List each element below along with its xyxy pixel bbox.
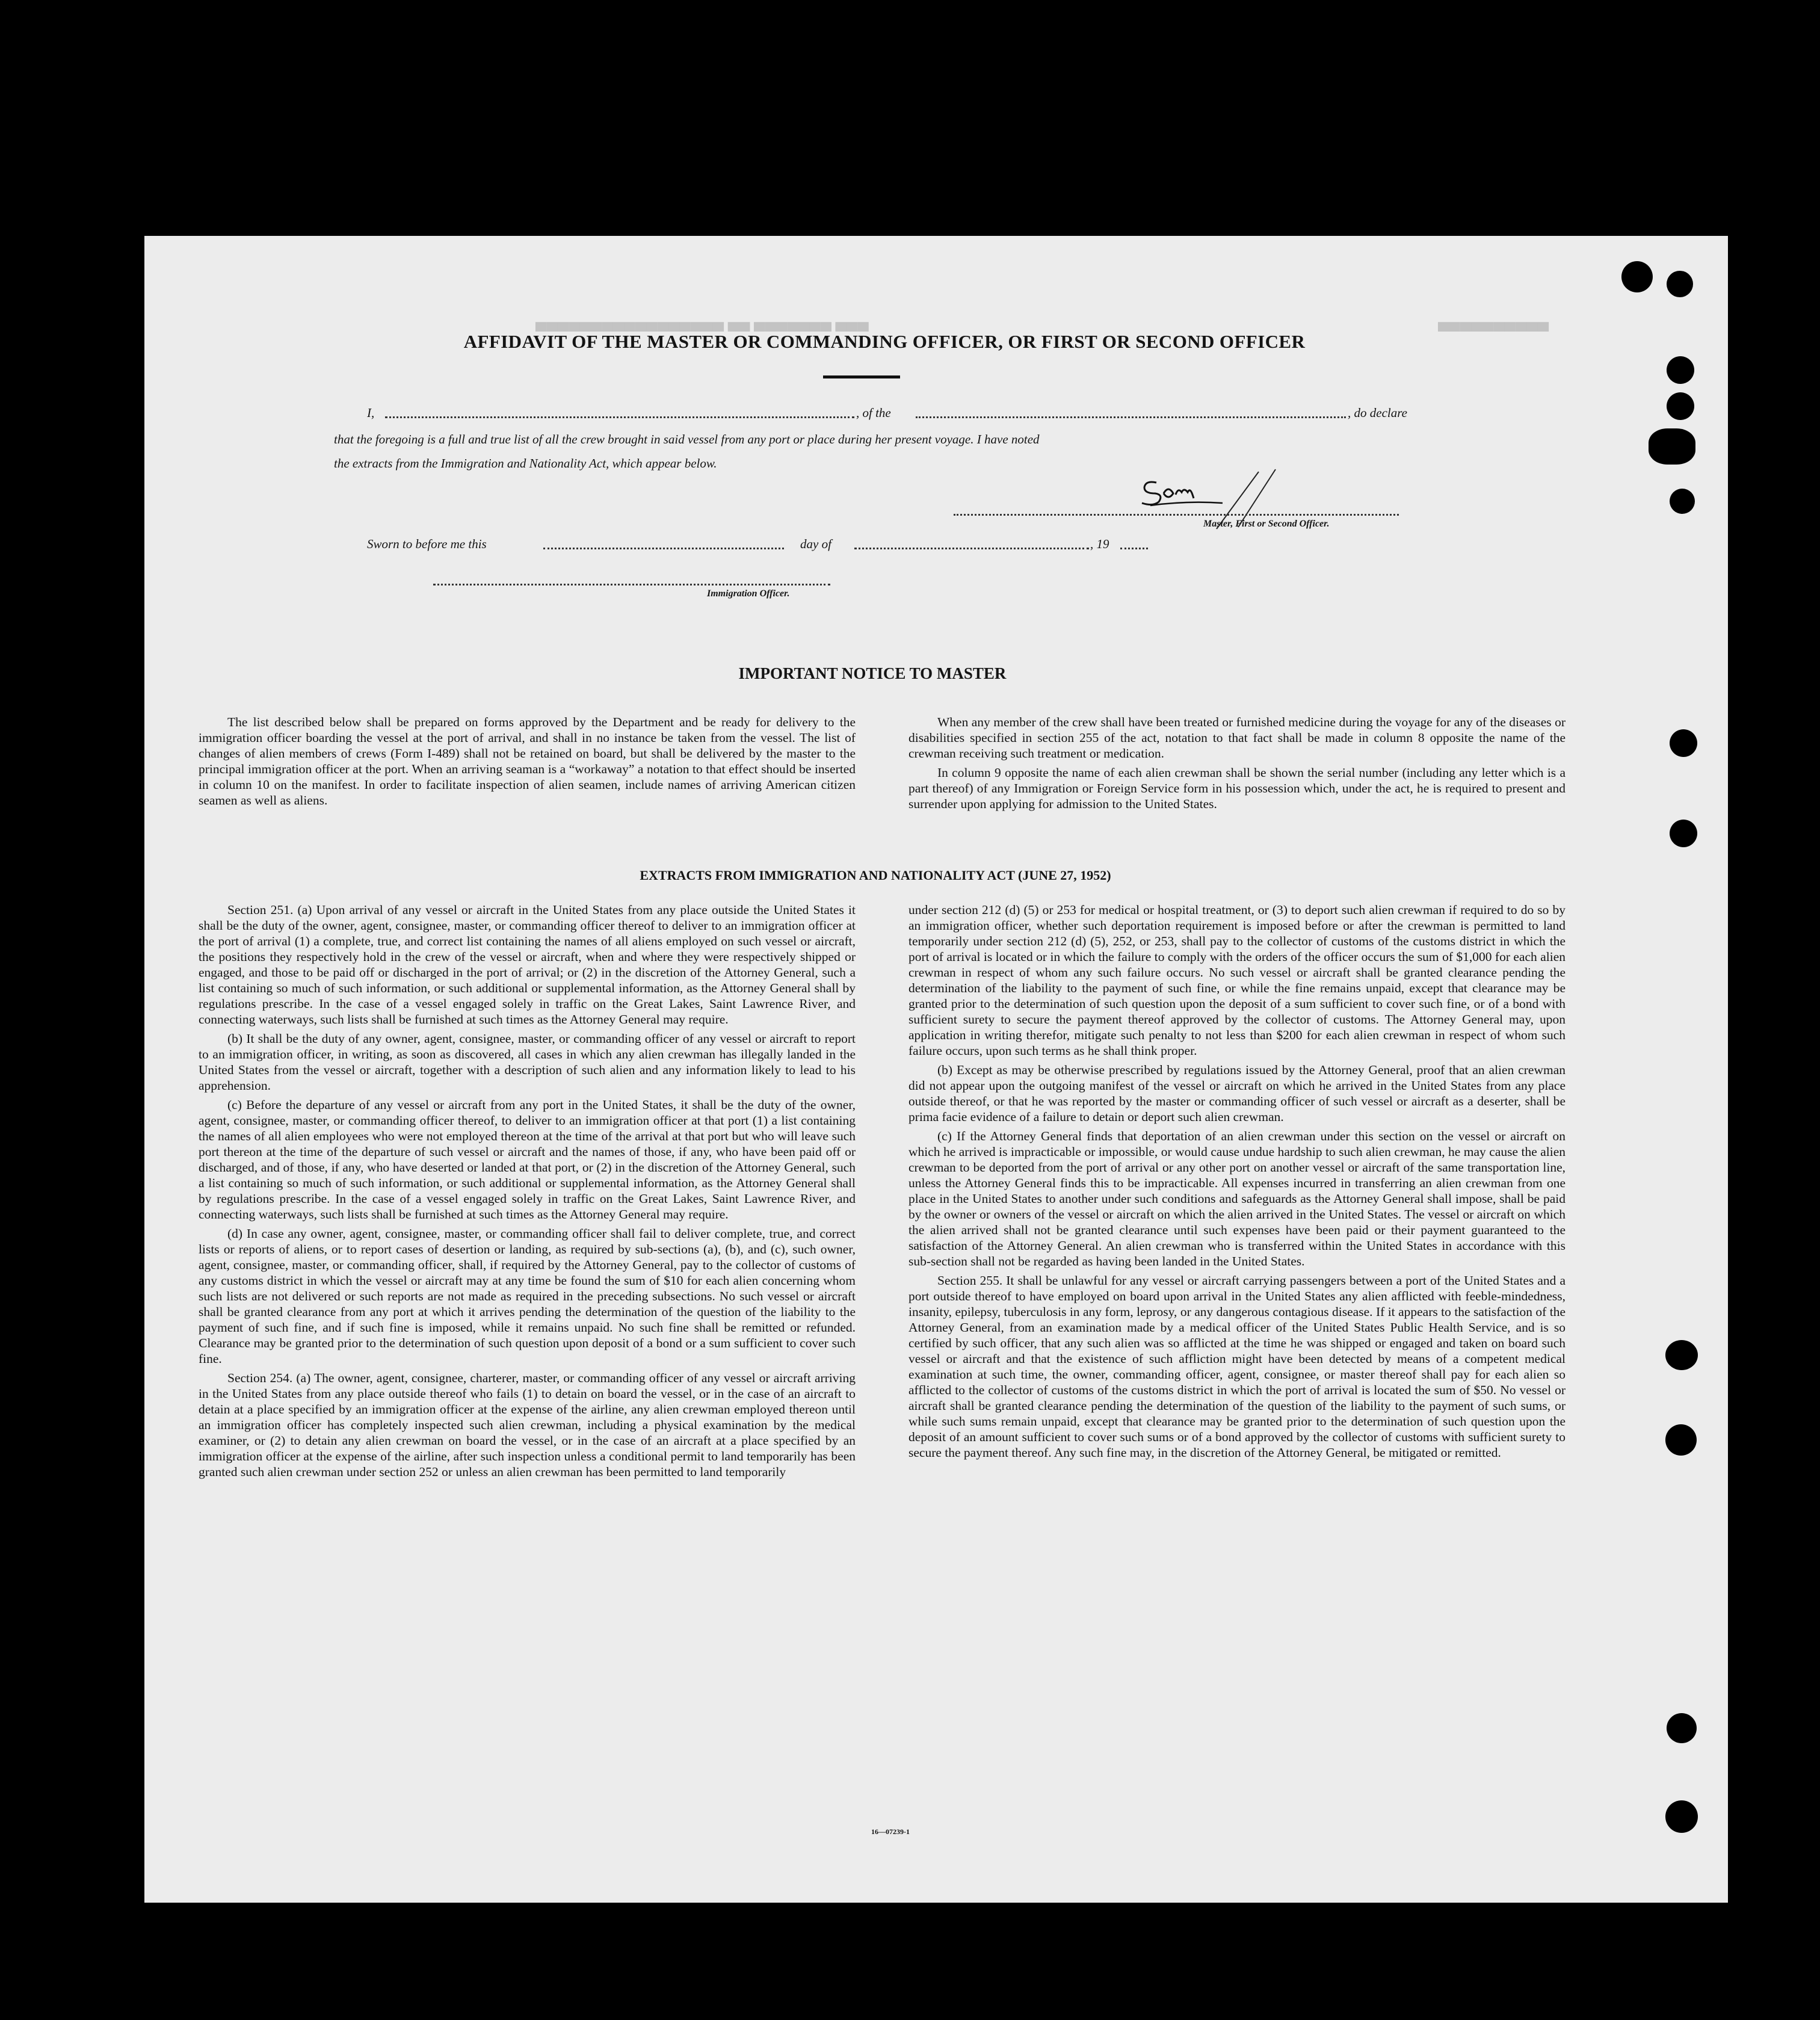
notice-right-paragraph-2: In column 9 opposite the name of each alien crewman shall be shown the serial number (including any letter which is a part thereof) of any Immigration or Foreign Service form in his possession which, under the act, he is required to present and surrender upon applying for admission to the United States. (908, 765, 1566, 811)
punch-hole (1670, 820, 1697, 847)
month-blank[interactable] (854, 548, 1089, 549)
form-page (144, 236, 1728, 1903)
punch-hole (1667, 271, 1693, 297)
notice-right-paragraph-1: When any member of the crew shall have been treated or furnished medicine during the voyage for any of the diseases or disabilities specified in section 255 of the act, notation to that fact shall be made in column 8 opposite the name of the crewman receiving such treatment or medication. (908, 715, 1566, 761)
punch-hole (1665, 1340, 1698, 1370)
extracts-right-column (908, 902, 1566, 1464)
day-of-label: day of (800, 537, 831, 551)
notice-left-paragraph: The list described below shall be prepared on forms approved by the Department and be ready for delivery to the immigration officer boarding the vessel at the port of arrival, and shall in no instance be taken from the vessel. The list of changes of alien members of crews (Form I-489) shall not be retained on board, but shall be delivered by the master to the principal immigration officer at the port. When an arriving seaman is a “workaway” a notation to that effect should be inserted in column 10 on the manifest. In order to facilitate inspection of alien seamen, include names of arriving American citizen seamen as well as aliens. (199, 715, 856, 808)
section-251-c: (c) Before the departure of any vessel or aircraft from any port in the United States, it shall be the duty of the owner, agent, consignee, master, or commanding officer thereof, to deliver to an immigration officer at that port (1) a list containing the names of all alien employees who were not employed thereon at the time of the arrival at that port but who will leave such port thereon at the time of the departure of such vessel or aircraft and the names of those, if any, who have been paid off or discharged, and of those, if any, who have deserted or landed at that port, or (2) in the discretion of the Attorney General, such a list containing so much of such information, or such additional or supplemental information, as the Attorney General shall by regulations prescribe. In the case of a vessel engaged solely in traffic on the Great Lakes, Saint Lawrence River, and connecting waterways, such lists shall be furnished at such times as the Attorney General may require. (199, 1098, 856, 1222)
punch-hole (1665, 1424, 1697, 1456)
extracts-left-column (199, 902, 856, 1483)
of-the-label: , of the (856, 406, 891, 420)
master-caption: Master, First or Second Officer. (1203, 519, 1330, 529)
punch-hole (1670, 489, 1695, 514)
punch-hole (1667, 356, 1694, 384)
declaration-line-2: the extracts from the Immigration and Nationality Act, which appear below. (334, 456, 717, 471)
punch-hole (1665, 1800, 1698, 1833)
bleed-through-text: ▄▄▄▄▄▄▄▄▄▄ (1438, 313, 1549, 330)
punch-hole (1667, 392, 1694, 420)
affidavit-title: AFFIDAVIT OF THE MASTER OR COMMANDING OFFICER, OR FIRST OR SECOND OFFICER (463, 331, 1306, 352)
section-251-d: (d) In case any owner, agent, consignee, master, or commanding officer shall fail to deliver complete, true, and correct lists or reports of aliens, or to report cases of desertion or landing, as required by sub-sections (a), (b), and (c), such owner, agent, consignee, master, or commanding officer, shall, if required by the Attorney General, pay to the collector of customs of any customs district in which the vessel or aircraft may at any time be found the sum of $10 for each alien concerning whom such lists are not delivered or such reports are not made as required in the preceding subsections. No such vessel or aircraft shall be granted clearance from any port at which it arrives pending the determination of the question of the liability to the payment of such fine, and if such fine is imposed, while it remains unpaid. No such fine shall be remitted or refunded. Clearance may be granted prior to the determination of such question upon deposit of a bond or a sum sufficient to cover such fine. (199, 1226, 856, 1366)
section-251-a: Section 251. (a) Upon arrival of any vessel or aircraft in the United States from any place outside the United States it shall be the duty of the owner, agent, consignee, master, or commanding officer thereof to deliver to an immigration officer at the port of arrival (1) a complete, true, and correct list containing the names of all aliens employed on such vessel or aircraft, the positions they respectively hold in the crew of the vessel or aircraft, when and where they were respectively shipped or engaged, and those to be paid off or discharged in the port of arrival; or (2) in the discretion of the Attorney General, such a list containing so much of such information, or such additional or supplemental information, as the Attorney General shall by regulations prescribe. In the case of a vessel engaged solely in traffic on the Great Lakes, Saint Lawrence River, and connecting waterways, such lists shall be furnished at such times as the Attorney General may require. (199, 903, 856, 1027)
punch-hole (1621, 261, 1653, 292)
vessel-blank[interactable] (916, 416, 1346, 418)
title-underline (823, 375, 900, 378)
sworn-label: Sworn to before me this (367, 537, 487, 551)
section-254-b: (b) Except as may be otherwise prescribed by regulations issued by the Attorney General, proof that an alien crewman did not appear upon the outgoing manifest of the vessel or aircraft on which he arrived in the United States from any place outside thereof, or that he was reported by the master or commanding officer of such vessel or aircraft as a deserter, shall be prima facie evidence of a failure to detain or deport such alien crewman. (908, 1063, 1566, 1124)
year-blank[interactable] (1120, 548, 1148, 549)
notice-right-column (908, 714, 1566, 815)
year-label: , 19 (1090, 537, 1109, 551)
notice-left-column (199, 714, 856, 812)
sworn-day-blank[interactable] (543, 548, 784, 549)
master-signature-line[interactable] (954, 514, 1399, 516)
section-255: Section 255. It shall be unlawful for any vessel or aircraft carrying passengers between a port of the United States and a port outside thereof to have employed on board upon arrival in the United States any alien afflicted with feeble-mindedness, insanity, epilepsy, tuberculosis in any form, leprosy, or any dangerous contagious disease. If it appears to the satisfaction of the Attorney General, from an examination made by a medical officer of the United States Public Health Service, and is so certified by such officer, that any such alien was so afflicted at the time he was shipped or engaged and taken on board such vessel or aircraft and that the existence of such affliction might have been detected by means of a competent medical examination at such time, the owner, commanding officer, agent, consignee, or master thereof shall pay for each alien so afflicted to the collector of customs of the customs district in which the port of arrival is located the sum of $50. No vessel or aircraft shall be granted clearance pending the determination of the question of the liability to the payment of such sums, or while such sums remain unpaid, except that clearance may be granted prior to the determination of such question upon the deposit of an amount sufficient to cover such sums or of a bond approved by the collector of customs with sufficient surety to secure the payment thereof. Any such fine may, in the discretion of the Attorney General, be mitigated or remitted. (908, 1273, 1566, 1460)
master-signature (1138, 465, 1283, 543)
section-254-a-continued: under section 212 (d) (5) or 253 for medical or hospital treatment, or (3) to deport such alien crewman if required to do so by an immigration officer, whether such deportation requirement is imposed before or after the crewman is permitted to land temporarily under section 212 (d) (5), 252, or 253, shall pay to the collector of customs of the customs district in which the port of arrival is located or in which the failure to comply with the orders of the officer occurs the sum of $1,000 for each alien crewman in respect of whom any such failure occurs. No such vessel or aircraft shall be granted clearance pending the determination of the liability to the payment of such fine, or while the fine remains unpaid, except that clearance may be granted prior to the determination of such question upon the deposit of a sum sufficient to cover such fine, or of a bond with sufficient surety to secure the payment thereof approved by the collector of customs. The Attorney General may, upon application in writing therefor, mitigate such penalty to not less than $200 for each alien crewman in respect of whom such failure occurs, upon such terms as he shall think proper. (908, 903, 1566, 1058)
bleed-through-text: ▄▄▄ ▄▄▄▄▄▄▄ ▄▄ ▄▄▄▄▄▄▄▄▄▄▄▄▄▄▄▄▄ (535, 313, 869, 330)
section-251-b: (b) It shall be the duty of any owner, agent, consignee, master, or commanding officer of any vessel or aircraft to report to an immigration officer, in writing, as soon as discovered, all cases in which any alien crewman has illegally landed in the United States from the vessel or aircraft, together with a description of such alien and any information likely to lead to his apprehension. (199, 1031, 856, 1093)
punch-hole (1667, 1713, 1697, 1743)
punch-hole (1649, 428, 1695, 465)
officer-signature-line[interactable] (433, 584, 830, 585)
do-declare-label: , do declare (1348, 406, 1407, 420)
notice-title: IMPORTANT NOTICE TO MASTER (738, 664, 1007, 682)
punch-hole (1670, 729, 1697, 757)
officer-caption: Immigration Officer. (707, 588, 790, 599)
form-number: 16—07239-1 (871, 1827, 910, 1836)
i-label: I, (367, 406, 375, 420)
section-254-a: Section 254. (a) The owner, agent, consignee, charterer, master, or commanding officer of any vessel or aircraft arriving in the United States from any place outside thereof who fails (1) to detain on board the vessel, or in the case of an aircraft to detain at a place specified by an immigration officer at the expense of the airline, any alien crewman employed thereon until an immigration officer has completely inspected such alien crewman, including a physical examination by the medical examiner, or (2) to detain any alien crewman on board the vessel, or in the case of an aircraft at a place specified by an immigration officer at the expense of the airline, after such inspection unless a conditional permit to land temporarily has been granted such alien crewman under section 252 or unless an alien crewman has been permitted to land temporarily (199, 1371, 856, 1479)
section-254-c: (c) If the Attorney General finds that deportation of an alien crewman under this section on the vessel or aircraft on which he arrived is impracticable or impossible, or would cause undue hardship to such alien crewman, he may cause the alien crewman to be deported from the port of arrival or any other port on another vessel or aircraft of the same transportation line, unless the Attorney General finds this to be impracticable. All expenses incurred in transferring an alien crewman from one place in the United States to another under such conditions and safeguards as the Attorney General shall impose, shall be paid by the owner or owners of the vessel or aircraft on which the alien arrived in the United States. The vessel or aircraft on which the alien arrived shall not be granted clearance until such expenses have been paid or their payment guaranteed to the satisfaction of the Attorney General. An alien crewman who is transferred within the United States in accordance with this sub-section shall not be regarded as having been landed in the United States. (908, 1129, 1566, 1268)
extracts-title: EXTRACTS FROM IMMIGRATION AND NATIONALITY ACT (JUNE 27, 1952) (640, 868, 1111, 883)
declaration-line-1: that the foregoing is a full and true list of all the crew brought in said vessel from any port or place during her present voyage. I have noted (334, 432, 1040, 446)
name-blank[interactable] (385, 416, 854, 418)
